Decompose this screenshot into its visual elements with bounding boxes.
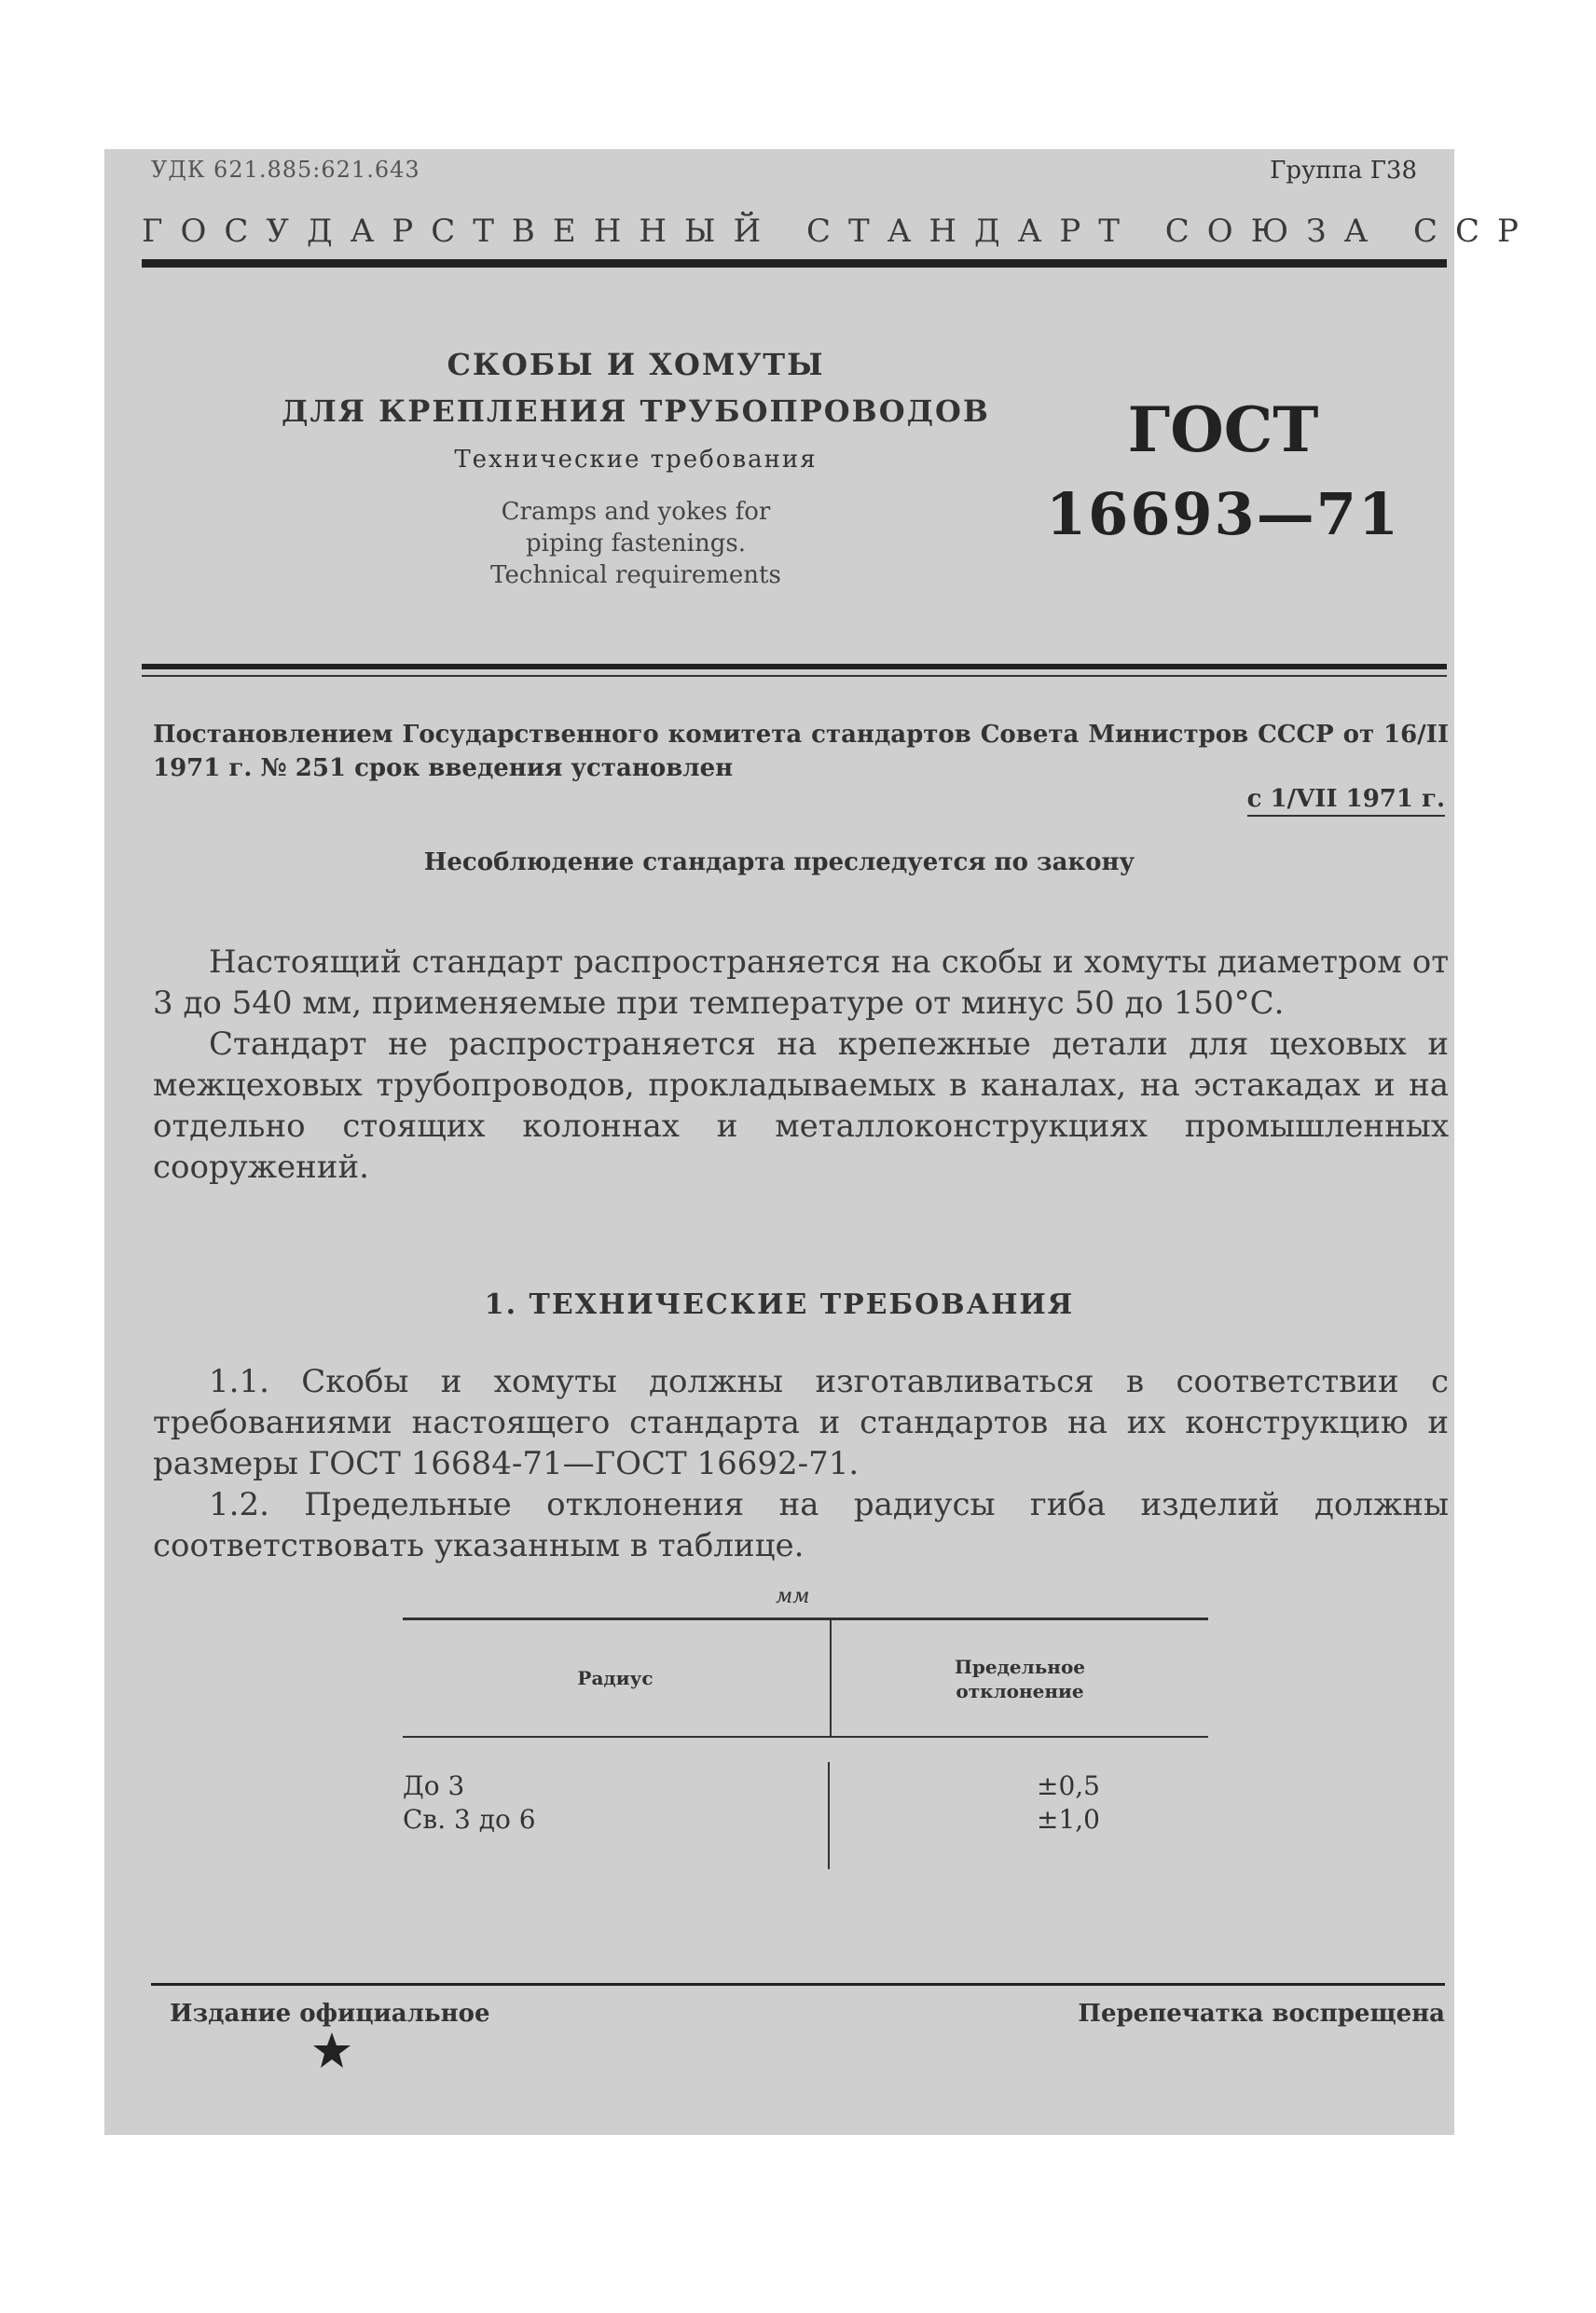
title-rule-thin	[142, 675, 1447, 677]
table-header-deviation-line-2: отклонение	[956, 1680, 1084, 1702]
standard-banner: ГОСУДАРСТВЕННЫЙ СТАНДАРТ СОЮЗА ССР	[142, 213, 1536, 250]
section-heading: 1. ТЕХНИЧЕСКИЕ ТРЕБОВАНИЯ	[484, 1288, 1075, 1321]
title-line-3: Технические требования	[454, 446, 818, 474]
table-header-radius: Радиус	[577, 1667, 654, 1689]
effective-date: с 1/VII 1971 г.	[1247, 785, 1445, 817]
title-line-1: СКОБЫ И ХОМУТЫ	[447, 347, 825, 382]
english-title-line-3: Technical requirements	[490, 561, 781, 589]
table-body-divider	[828, 1762, 830, 1869]
table-row	[403, 1769, 464, 1803]
title-line-2: ДЛЯ КРЕПЛЕНИЯ ТРУБОПРОВОДОВ	[282, 393, 990, 429]
group-code: Группа Г38	[1270, 157, 1417, 185]
radius-cell: До 3	[403, 1770, 465, 1801]
english-title-line-2: piping fastenings.	[526, 530, 746, 558]
document-page	[104, 149, 1536, 2135]
deviation-cell: ±0,5	[1037, 1770, 1100, 1801]
section-text	[153, 1361, 1449, 1566]
title-rule	[142, 664, 1447, 669]
clause-1-1: 1.1. Скобы и хомуты должны изготавливаться в соответствии с требованиями настоящего стандарта и стандартов на их конструкцию и размеры ГОСТ 16684-71—ГОСТ 16692-71.	[153, 1363, 1449, 1482]
table-row	[1037, 1769, 1100, 1803]
table-header-deviation-line-1: Предельное	[954, 1656, 1086, 1678]
english-title	[235, 496, 1037, 591]
intro-paragraph-1: Настоящий стандарт распространяется на скобы и хомуты диаметром от 3 до 540 мм, применяемые при температуре от минус 50 до 150°С.	[153, 943, 1449, 1022]
star-icon	[311, 2031, 352, 2072]
footer-rule	[151, 1983, 1445, 1986]
table-header-rule	[403, 1736, 1208, 1738]
table-unit: мм	[776, 1585, 810, 1608]
reprint-prohibited-label: Перепечатка воспрещена	[1078, 2000, 1445, 2028]
intro-paragraph-2: Стандарт не распространяется на крепежные детали для цеховых и межцеховых трубопроводов, прокладываемых в каналах, на эстакадах и на отдельно стоящих колоннах и металлоконструкциях промышленных сооружений.	[153, 1026, 1449, 1186]
clause-1-2: 1.2. Предельные отклонения на радиусы гиба изделий должны соответствовать указанным в таблице.	[153, 1486, 1449, 1564]
english-title-line-1: Cramps and yokes for	[501, 498, 771, 526]
gost-label: ГОСТ	[1127, 393, 1319, 466]
official-edition-label: Издание официальное	[170, 2000, 490, 2028]
header-rule	[142, 259, 1447, 268]
table-row	[403, 1803, 536, 1837]
gost-number: 16693—71	[1046, 480, 1400, 548]
intro-text	[153, 942, 1449, 1188]
decree-text: Постановлением Государственного комитета стандартов Совета Министров СССР от 16/II 1971 г. № 251 срок введения установлен	[153, 721, 1449, 782]
radius-cell: Св. 3 до 6	[403, 1804, 536, 1835]
deviation-cell: ±1,0	[1037, 1804, 1100, 1835]
table-row	[1037, 1803, 1100, 1837]
table-top-rule	[403, 1618, 1208, 1620]
table-header-deviation	[832, 1655, 1208, 1703]
udk-code: УДК 621.885:621.643	[151, 157, 420, 183]
law-notice: Несоблюдение стандарта преследуется по закону	[423, 848, 1135, 876]
